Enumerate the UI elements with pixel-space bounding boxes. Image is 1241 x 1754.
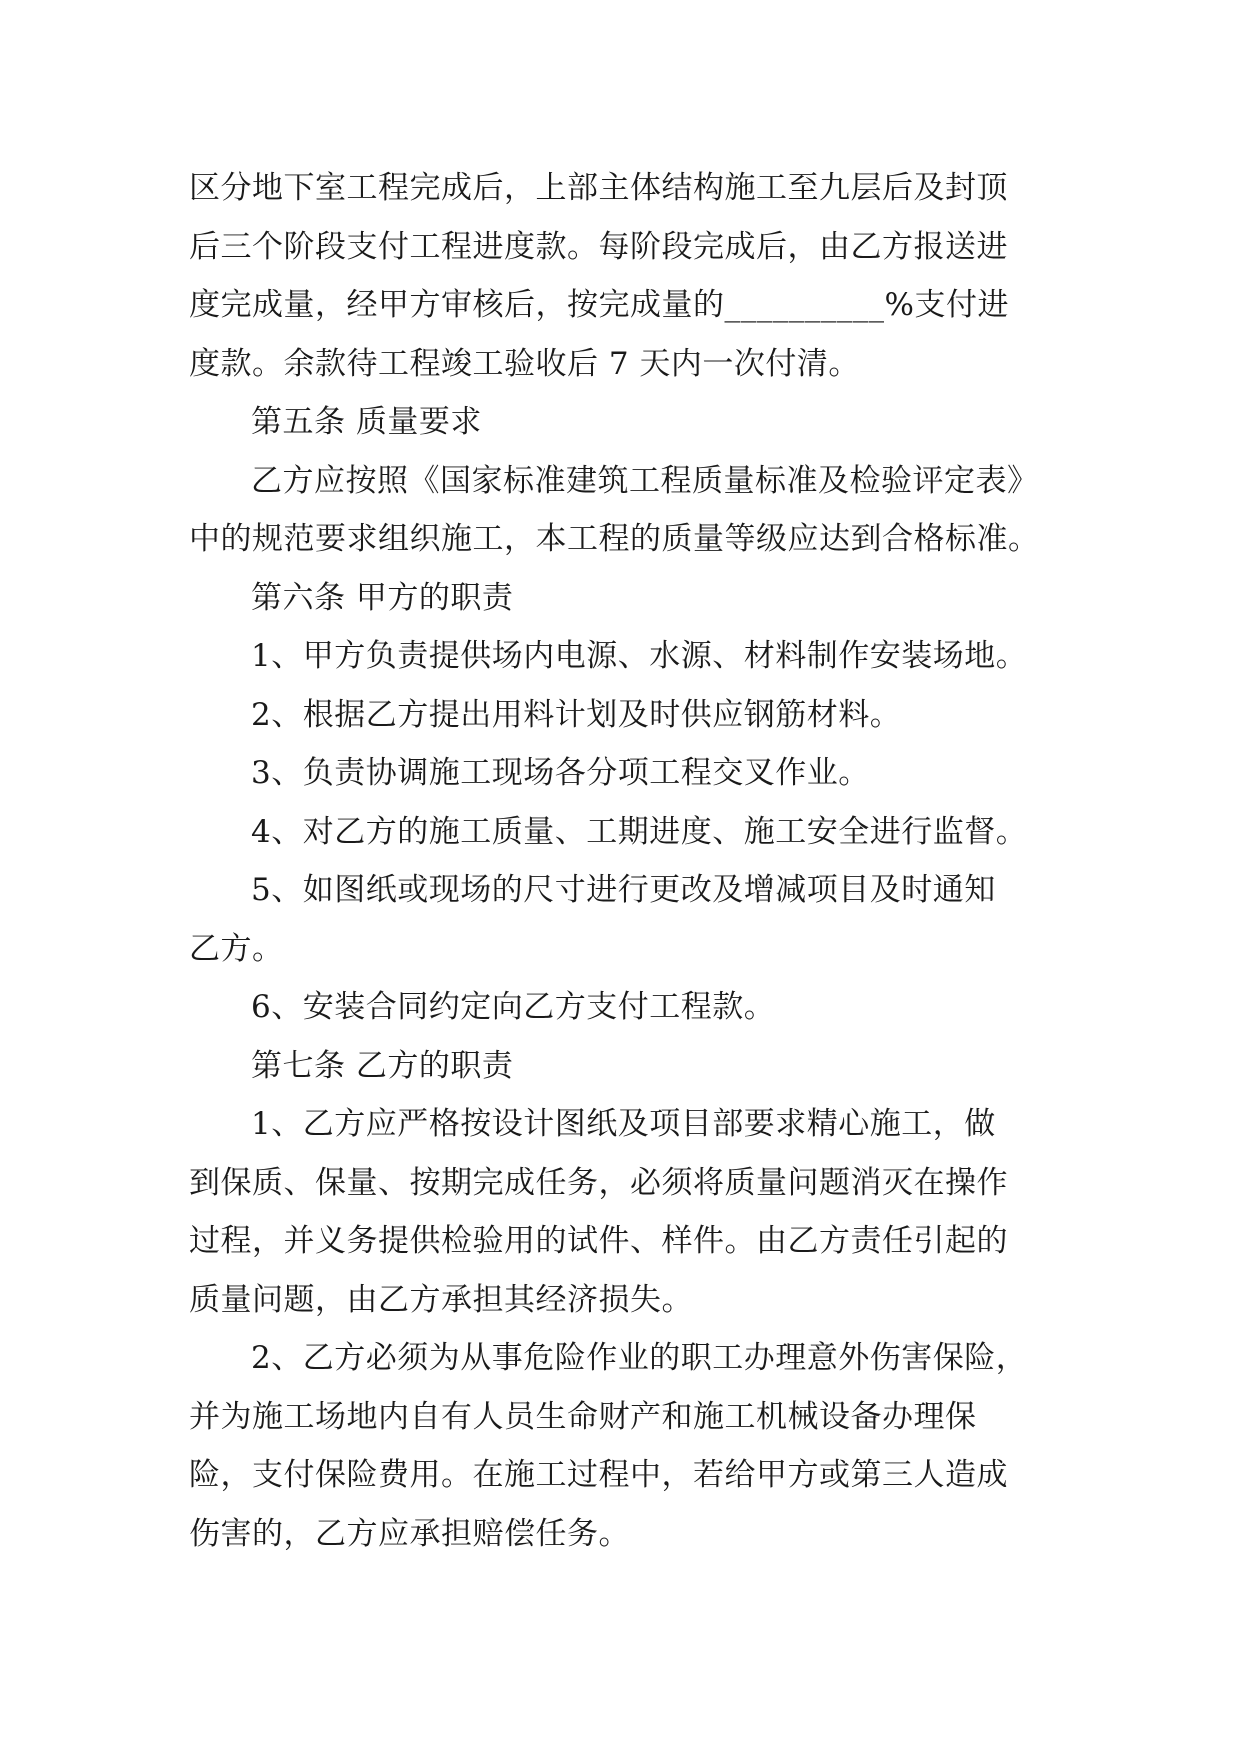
- paragraph-line: 中的规范要求组织施工，本工程的质量等级应达到合格标准。: [189, 521, 1040, 557]
- paragraph-line: 险，支付保险费用。在施工过程中，若给甲方或第三人造成: [189, 1457, 1008, 1493]
- section-heading-6: 第六条 甲方的职责: [251, 579, 514, 616]
- list-item: 3、负责协调施工现场各分项工程交叉作业。: [251, 755, 870, 791]
- paragraph-line: 质量问题，由乙方承担其经济损失。: [189, 1281, 693, 1318]
- list-item: 6、安装合同约定向乙方支付工程款。: [251, 989, 776, 1025]
- paragraph-line: 乙方应按照《国家标准建筑工程质量标准及检验评定表》: [251, 462, 1039, 499]
- paragraph-line: 并为施工场地内自有人员生命财产和施工机械设备办理保: [189, 1398, 977, 1435]
- paragraph-line: 度款。余款待工程竣工验收后 7 天内一次付清。: [189, 345, 860, 382]
- paragraph-line: 过程，并义务提供检验用的试件、样件。由乙方责任引起的: [189, 1223, 1008, 1259]
- list-item: 5、如图纸或现场的尺寸进行更改及增减项目及时通知: [251, 872, 996, 908]
- paragraph-line: 到保质、保量、按期完成任务，必须将质量问题消灭在操作: [189, 1164, 1008, 1201]
- list-item: 1、乙方应严格按设计图纸及项目部要求精心施工，做: [251, 1106, 996, 1142]
- section-heading-7: 第七条 乙方的职责: [251, 1047, 514, 1084]
- paragraph-line: 伤害的，乙方应承担赔偿任务。: [189, 1515, 630, 1552]
- list-item: 1、甲方负责提供场内电源、水源、材料制作安装场地。: [251, 638, 1028, 674]
- list-item: 2、根据乙方提出用料计划及时供应钢筋材料。: [251, 696, 902, 733]
- list-item: 2、乙方必须为从事危险作业的职工办理意外伤害保险，: [251, 1340, 1028, 1376]
- section-heading-5: 第五条 质量要求: [251, 404, 482, 440]
- paragraph-line: 后三个阶段支付工程进度款。每阶段完成后，由乙方报送进: [189, 228, 1008, 265]
- paragraph-line: 区分地下室工程完成后，上部主体结构施工至九层后及封顶: [189, 170, 1008, 206]
- paragraph-line: 乙方。: [189, 930, 284, 967]
- list-item: 4、对乙方的施工质量、工期进度、施工安全进行监督。: [251, 813, 1028, 850]
- paragraph-line: 度完成量，经甲方审核后，按完成量的__________%支付进: [189, 287, 1009, 323]
- document-body: [189, 159, 1069, 1563]
